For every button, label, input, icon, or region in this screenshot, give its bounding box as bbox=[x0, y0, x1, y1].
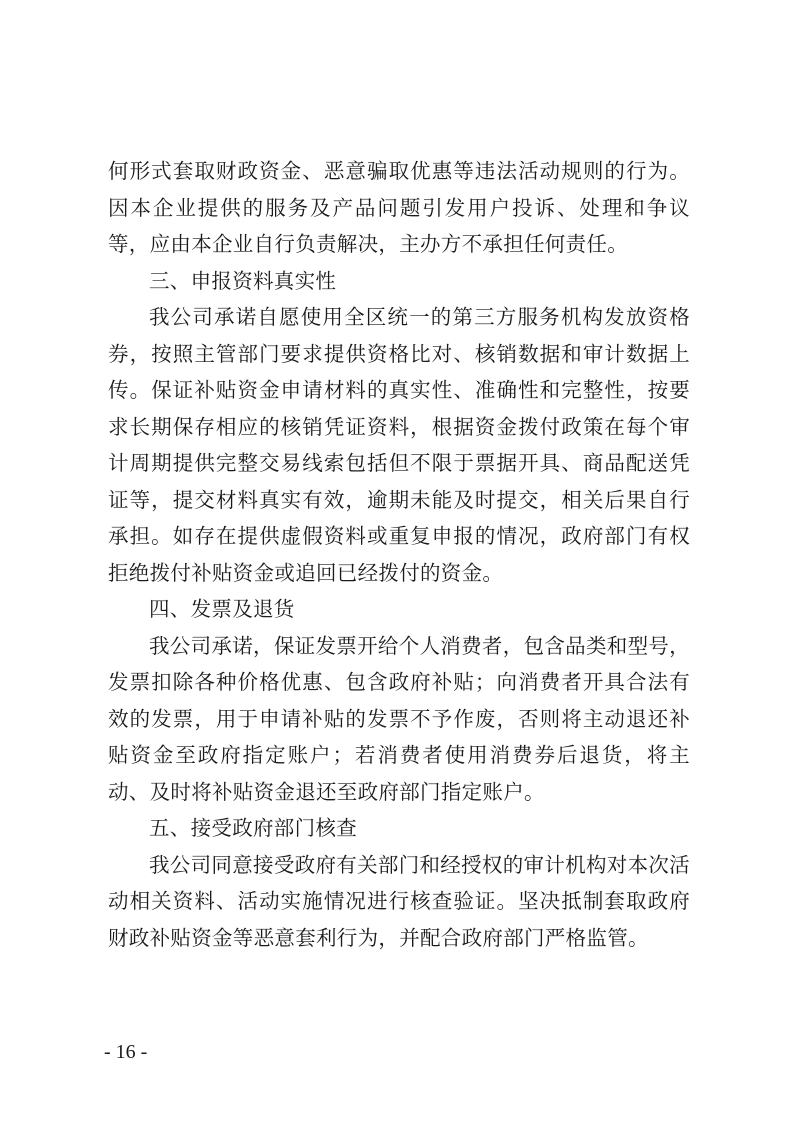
section-heading-5: 五、接受政府部门核查 bbox=[149, 816, 357, 840]
section-heading-4: 四、发票及退货 bbox=[149, 597, 295, 621]
page-number: - 16 - bbox=[104, 1041, 148, 1063]
section-paragraph-4: 我公司承诺，保证发票开给个人消费者，包含品类和型号，发票扣除各种价格优惠、包含政府补贴；向消费者开具合法有效的发票，用于申请补贴的发票不予作废，否则将主动退还补贴资金至政府指定账户；若消费者使用消费券后退货，将主动、及时将补贴资金退还至政府部门指定账户。 bbox=[108, 633, 690, 804]
section-paragraph-3: 我公司承诺自愿使用全区统一的第三方服务机构发放资格券，按照主管部门要求提供资格比对、核销数据和审计数据上传。保证补贴资金申请材料的真实性、准确性和完整性，按要求长期保存相应的核销凭证资料，根据资金拨付政策在每个审计周期提供完整交易线索包括但不限于票据开具、商品配送凭证等，提交材料真实有效，逾期未能及时提交，相关后果自行承担。如存在提供虚假资料或重复申报的情况，政府部门有权拒绝拨付补贴资金或追回已经拨付的资金。 bbox=[108, 305, 690, 585]
document-body bbox=[108, 153, 690, 956]
section-heading-3: 三、申报资料真实性 bbox=[149, 268, 337, 293]
section-paragraph-5: 我公司同意接受政府有关部门和经授权的审计机构对本次活动相关资料、活动实施情况进行核查验证。坚决抵制套取政府财政补贴资金等恶意套利行为，并配合政府部门严格监管。 bbox=[108, 852, 690, 950]
continuation-paragraph: 何形式套取财政资金、恶意骗取优惠等违法活动规则的行为。因本企业提供的服务及产品问题引发用户投诉、处理和争议等，应由本企业自行负责解决，主办方不承担任何责任。 bbox=[108, 159, 690, 256]
